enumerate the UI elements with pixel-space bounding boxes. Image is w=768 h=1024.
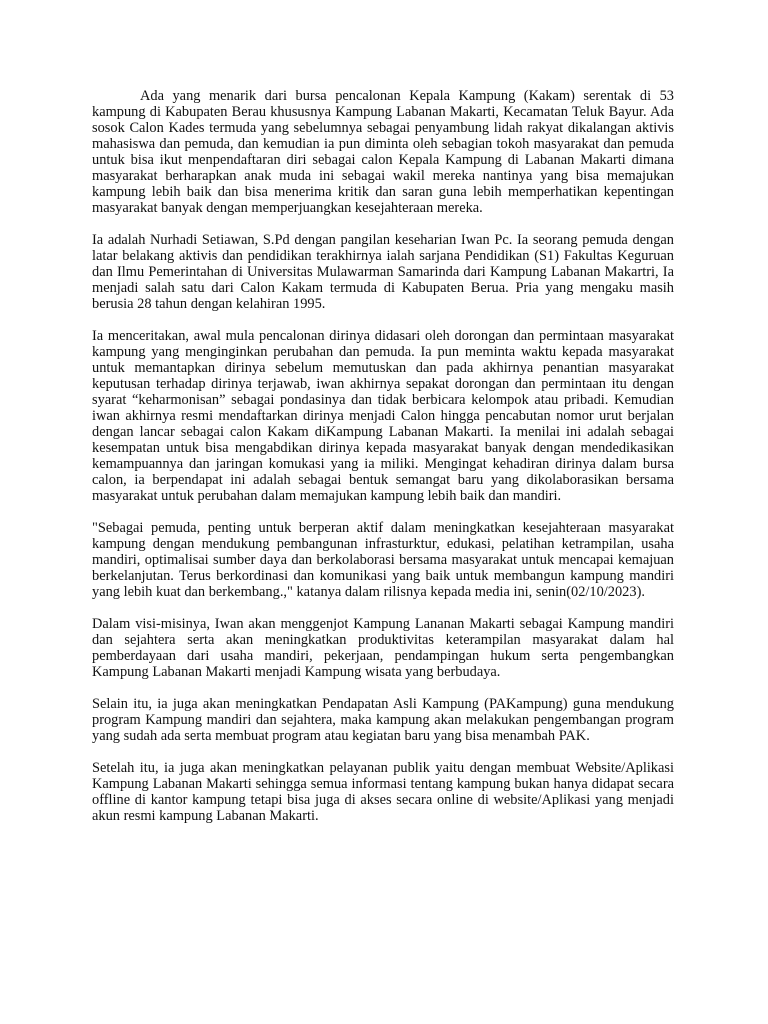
- paragraph-candidacy: Ia menceritakan, awal mula pencalonan dirinya didasari oleh dorongan dan permintaan masyarakat kampung yang menginginkan perubahan dan pemuda. Ia pun meminta waktu kepada masyarakat untuk memantapkan dirinya sebelum memutuskan dan pada akhirnya penantian masyarakat keputusan terhadap dirinya terjawab, iwan akhirnya sepakat dorongan dan permintaan itu dengan syarat “keharmonisan” sebagai pondasinya dan tidak berbicara kelompok atau pribadi. Kemudian iwan akhirnya resmi mendaftarkan dirinya menjadi Calon hingga pencabutan nomor urut berjalan dengan lancar sebagai calon Kakam diKampung Labanan Makarti. Ia menilai ini adalah sebagai kesempatan untuk bisa mengabdikan dirinya kepada masyarakat banyak dengan mendedikasikan kemampuannya dan jaringan komukasi yang ia miliki. Mengingat kehadiran dirinya dalam bursa calon, ia berpendapat ini adalah sebagai bentuk semangat baru yang dikolaborasikan bersama masyarakat untuk perubahan dalam memajukan kampung lebih baik dan mandiri.: [92, 328, 674, 504]
- paragraph-intro: Ada yang menarik dari bursa pencalonan Kepala Kampung (Kakam) serentak di 53 kampung di Kabupaten Berau khususnya Kampung Labanan Makarti, Kecamatan Teluk Bayur. Ada sosok Calon Kades termuda yang sebelumnya sebagai penyambung lidah rakyat dikalangan aktivis mahasiswa dan pemuda, dan kemudian ia pun diminta oleh sebagian tokoh masyarakat dan pemuda untuk bisa ikut menpendaftaran diri sebagai calon Kepala Kampung di Labanan Makarti dimana masyarakat berharapkan anak muda ini sebagai wakil mereka nantinya yang bisa memajukan kampung lebih baik dan bisa menerima kritik dan saran guna lebih memperhatikan kepentingan masyarakat banyak dengan memperjuangkan kesejahteraan mereka.: [92, 88, 674, 216]
- paragraph-vision-mission: Dalam visi-misinya, Iwan akan menggenjot Kampung Lananan Makarti sebagai Kampung mandiri dan sejahtera serta akan meningkatkan produktivitas keterampilan masyarakat dalam hal pemberdayaan dari usaha mandiri, pekerjaan, pendampingan hukum serta pengembangkan Kampung Labanan Makarti menjadi Kampung wisata yang berbudaya.: [92, 616, 674, 680]
- paragraph-village-revenue: Selain itu, ia juga akan meningkatkan Pendapatan Asli Kampung (PAKampung) guna mendukung program Kampung mandiri dan sejahtera, maka kampung akan melakukan pengembangan program yang sudah ada serta membuat program atau kegiatan baru yang bisa menambah PAK.: [92, 696, 674, 744]
- paragraph-public-service: Setelah itu, ia juga akan meningkatkan pelayanan publik yaitu dengan membuat Website/Aplikasi Kampung Labanan Makarti sehingga semua informasi tentang kampung bukan hanya didapat secara offline di kantor kampung tetapi bisa juga di akses secara online di website/Aplikasi yang menjadi akun resmi kampung Labanan Makarti.: [92, 760, 674, 824]
- paragraph-profile: Ia adalah Nurhadi Setiawan, S.Pd dengan pangilan keseharian Iwan Pc. Ia seorang pemuda dengan latar belakang aktivis dan pendidikan terakhirnya ialah sarjana Pendidikan (S1) Fakultas Keguruan dan Ilmu Pemerintahan di Universitas Mulawarman Samarinda dari Kampung Labanan Makartri, Ia menjadi salah satu dari Calon Kakam termuda di Kabupaten Berua. Pria yang mengaku masih berusia 28 tahun dengan kelahiran 1995.: [92, 232, 674, 312]
- paragraph-quote: "Sebagai pemuda, penting untuk berperan aktif dalam meningkatkan kesejahteraan masyarakat kampung dengan mendukung pembangunan infrasturktur, edukasi, pelatihan ketrampilan, usaha mandiri, optimalisai sumber daya dan berkolaborasi bersama masyarakat untuk mencapai kemajuan berkelanjutan. Terus berkordinasi dan komunikasi yang baik untuk membangun kampung mandiri yang lebih kuat dan berkembang.," katanya dalam rilisnya kepada media ini, senin(02/10/2023).: [92, 520, 674, 600]
